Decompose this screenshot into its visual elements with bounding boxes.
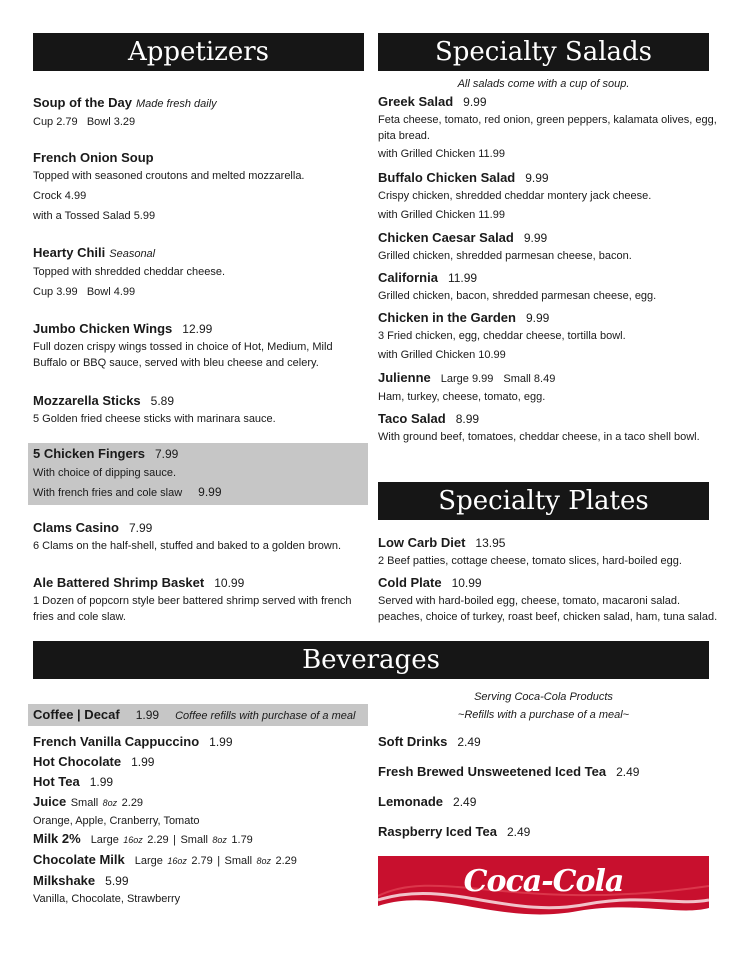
menu-item-california-salad: California 11.99 Grilled chicken, bacon, shredded parmesan cheese, egg. <box>378 270 657 302</box>
refills-note: ~Refills with a purchase of a meal~ <box>457 709 630 721</box>
coca-cola-script: Coca-Cola <box>463 864 624 899</box>
plates-banner <box>378 482 709 520</box>
menu-item-chocolate-milk: Chocolate Milk Large 16oz 2.79 | Small 8oz 2.29 <box>33 852 297 867</box>
coca-cola-logo <box>378 856 709 926</box>
appetizers-banner <box>33 33 364 71</box>
menu-item-low-carb: Low Carb Diet 13.95 2 Beef patties, cottage cheese, tomato slices, hard-boiled egg. <box>378 535 682 567</box>
menu-item-lemonade: Lemonade 2.49 <box>378 794 477 809</box>
serving-note: Serving Coca-Cola Products <box>474 691 613 703</box>
menu-item-hot-tea: Hot Tea 1.99 <box>33 774 114 789</box>
menu-item-onion-soup: French Onion Soup Topped with seasoned croutons and melted mozzarella. Crock 4.99 with a Tossed Salad 5.99 <box>33 150 305 222</box>
menu-item-garden-salad: Chicken in the Garden 9.99 3 Fried chicken, egg, cheddar cheese, tortilla bowl. with Grilled Chicken 10.99 <box>378 310 626 361</box>
menu-item-milkshake: Milkshake 5.99 Vanilla, Chocolate, Strawberry <box>33 873 181 905</box>
menu-item-raspberry-tea: Raspberry Iced Tea 2.49 <box>378 824 531 839</box>
menu-item-soup: Soup of the Day Made fresh daily Cup 2.79 Bowl 3.29 <box>33 95 217 128</box>
menu-item-taco-salad: Taco Salad 8.99 With ground beef, tomatoes, cheddar cheese, in a taco shell bowl. <box>378 411 700 443</box>
menu-item-caesar-salad: Chicken Caesar Salad 9.99 Grilled chicken, shredded parmesan cheese, bacon. <box>378 230 632 262</box>
plates-title: Specialty Plates <box>438 486 649 516</box>
menu-item-juice: Juice Small 8oz 2.29 Orange, Apple, Cranberry, Tomato <box>33 794 200 827</box>
coca-cola-info <box>378 688 709 724</box>
appetizers-title: Appetizers <box>127 37 270 67</box>
menu-item-wings: Jumbo Chicken Wings 12.99 Full dozen crispy wings tossed in choice of Hot, Medium, Mild Buffalo or BBQ sauce, served with bleu cheese and celery. <box>33 321 333 369</box>
menu-item-cappuccino: French Vanilla Cappuccino 1.99 <box>33 734 233 749</box>
salads-banner <box>378 33 709 71</box>
menu-item-chili: Hearty Chili Seasonal Topped with shredded cheddar cheese. Cup 3.99 Bowl 4.99 <box>33 245 226 298</box>
menu-item-chicken-fingers: 5 Chicken Fingers 7.99 With choice of dipping sauce. With french fries and cole slaw 9.99 <box>33 446 222 499</box>
menu-item-greek-salad: Greek Salad 9.99 Feta cheese, tomato, red onion, green peppers, kalamata olives, egg, pita bread. with Grilled Chicken 11.99 <box>378 94 717 160</box>
salads-subtitle: All salads come with a cup of soup. <box>457 78 630 90</box>
menu-item-clams: Clams Casino 7.99 6 Clams on the half-shell, stuffed and baked to a golden brown. <box>33 520 341 552</box>
beverages-left-column <box>33 732 368 907</box>
menu-item-soft-drinks: Soft Drinks 2.49 <box>378 734 481 749</box>
beverages-banner <box>33 641 709 679</box>
menu-item-coffee: Coffee | Decaf 1.99 Coffee refills with purchase of a meal <box>33 707 356 722</box>
menu-item-julienne-salad: Julienne Large 9.99 Small 8.49 Ham, turkey, cheese, tomato, egg. <box>378 370 556 403</box>
menu-item-cold-plate: Cold Plate 10.99 Served with hard-boiled egg, cheese, tomato, macaroni salad. peaches, choice of turkey, roast beef, chicken salad, ham, tuna salad. <box>378 575 718 623</box>
beverages-title: Beverages <box>302 645 440 675</box>
menu-item-milk: Milk 2% Large 16oz 2.29 | Small 8oz 1.79 <box>33 831 253 846</box>
menu-item-iced-tea: Fresh Brewed Unsweetened Iced Tea 2.49 <box>378 764 640 779</box>
menu-item-mozzarella: Mozzarella Sticks 5.89 5 Golden fried cheese sticks with marinara sauce. <box>33 393 276 425</box>
menu-item-buffalo-salad: Buffalo Chicken Salad 9.99 Crispy chicken, shredded cheddar montery jack cheese. with Grilled Chicken 11.99 <box>378 170 652 221</box>
salads-title: Specialty Salads <box>434 37 653 67</box>
menu-item-shrimp: Ale Battered Shrimp Basket 10.99 1 Dozen of popcorn style beer battered shrimp served with french fries and cole slaw. <box>33 575 352 623</box>
menu-item-hot-chocolate: Hot Chocolate 1.99 <box>33 754 155 769</box>
